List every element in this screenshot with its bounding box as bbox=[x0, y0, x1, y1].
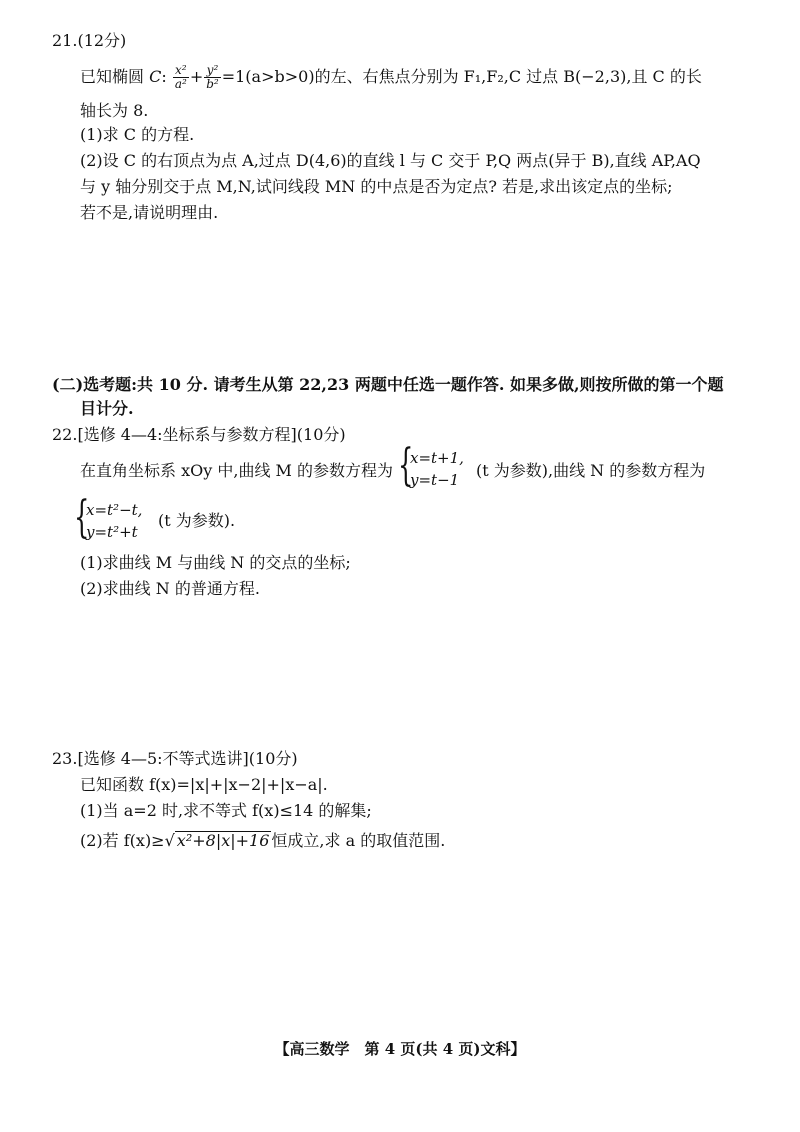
section2-instructions: (二)选考题:共 10 分. 请考生从第 22,23 两题中任选一题作答. 如果多做,则按所做的第一个题 bbox=[52, 375, 724, 394]
q22-system-n bbox=[74, 492, 164, 544]
q22-line1-prefix: 在直角坐标系 xOy 中,曲线 M 的参数方程为 bbox=[80, 461, 393, 480]
q21-part2-line2: 与 y 轴分别交于点 M,N,试问线段 MN 的中点是否为定点? 若是,求出该定点的坐标; bbox=[80, 177, 673, 196]
q23-part1: (1)当 a=2 时,求不等式 f(x)≤14 的解集; bbox=[80, 801, 372, 820]
q21-fraction-x bbox=[173, 64, 189, 91]
q21-fraction-y bbox=[204, 64, 221, 91]
q21-fraction-x-num: x² bbox=[173, 64, 189, 78]
brace-icon: { bbox=[74, 492, 90, 543]
q22-system-m-row2: y=t−1 bbox=[410, 471, 460, 489]
q22-line1-suffix: (t 为参数),曲线 N 的参数方程为 bbox=[476, 461, 706, 480]
q23-part2-suffix: 恒成立,求 a 的取值范围. bbox=[271, 831, 446, 850]
q22-system-m bbox=[398, 440, 478, 492]
q21-colon: : bbox=[161, 67, 167, 86]
q21-plus: + bbox=[189, 67, 204, 86]
brace-icon: { bbox=[398, 440, 414, 491]
q22-system-m-row1: x=t+1, bbox=[410, 449, 464, 467]
q22-system-n-row2: y=t²+t bbox=[86, 523, 138, 541]
q23-part2-prefix: (2)若 f(x)≥ bbox=[80, 831, 165, 850]
q21-header: 21.(12分) bbox=[52, 31, 127, 50]
q23-line1: 已知函数 f(x)=|x|+|x−2|+|x−a|. bbox=[80, 775, 328, 794]
q21-fraction-y-num: y² bbox=[204, 64, 221, 78]
q23-header: 23.[选修 4—5:不等式选讲](10分) bbox=[52, 749, 298, 768]
sqrt-icon: √ bbox=[164, 831, 175, 850]
q21-part1: (1)求 C 的方程. bbox=[80, 125, 195, 144]
q21-line1 bbox=[80, 62, 702, 92]
q21-fraction-x-den: a² bbox=[174, 77, 187, 91]
q21-part2-line3: 若不是,请说明理由. bbox=[80, 203, 219, 222]
page-footer: 【高三数学 第 4 页(共 4 页)文科】 bbox=[274, 1040, 526, 1058]
q23-part2 bbox=[80, 830, 445, 852]
q22-part2: (2)求曲线 N 的普通方程. bbox=[80, 579, 260, 598]
q21-curve-name: C bbox=[149, 67, 162, 86]
q21-part2-line1: (2)设 C 的右顶点为点 A,过点 D(4,6)的直线 l 与 C 交于 P,Q 两点(异于 B),直线 AP,AQ bbox=[80, 151, 701, 170]
q21-line2: 轴长为 8. bbox=[80, 101, 149, 120]
q22-line2-suffix: (t 为参数). bbox=[158, 511, 236, 530]
q22-header: 22.[选修 4—4:坐标系与参数方程](10分) bbox=[52, 425, 346, 444]
section2-instructions-cont: 目计分. bbox=[80, 399, 134, 418]
q21-fraction-y-den: b² bbox=[206, 77, 219, 91]
q21-line1-prefix: 已知椭圆 bbox=[80, 67, 145, 86]
q23-sqrt-expression: x²+8|x|+16 bbox=[176, 831, 270, 850]
q22-part1: (1)求曲线 M 与曲线 N 的交点的坐标; bbox=[80, 553, 351, 572]
q21-line1-rest: =1(a>b>0)的左、右焦点分别为 F₁,F₂,C 过点 B(−2,3),且 C 的长 bbox=[221, 67, 702, 86]
q22-system-n-row1: x=t²−t, bbox=[86, 501, 143, 519]
